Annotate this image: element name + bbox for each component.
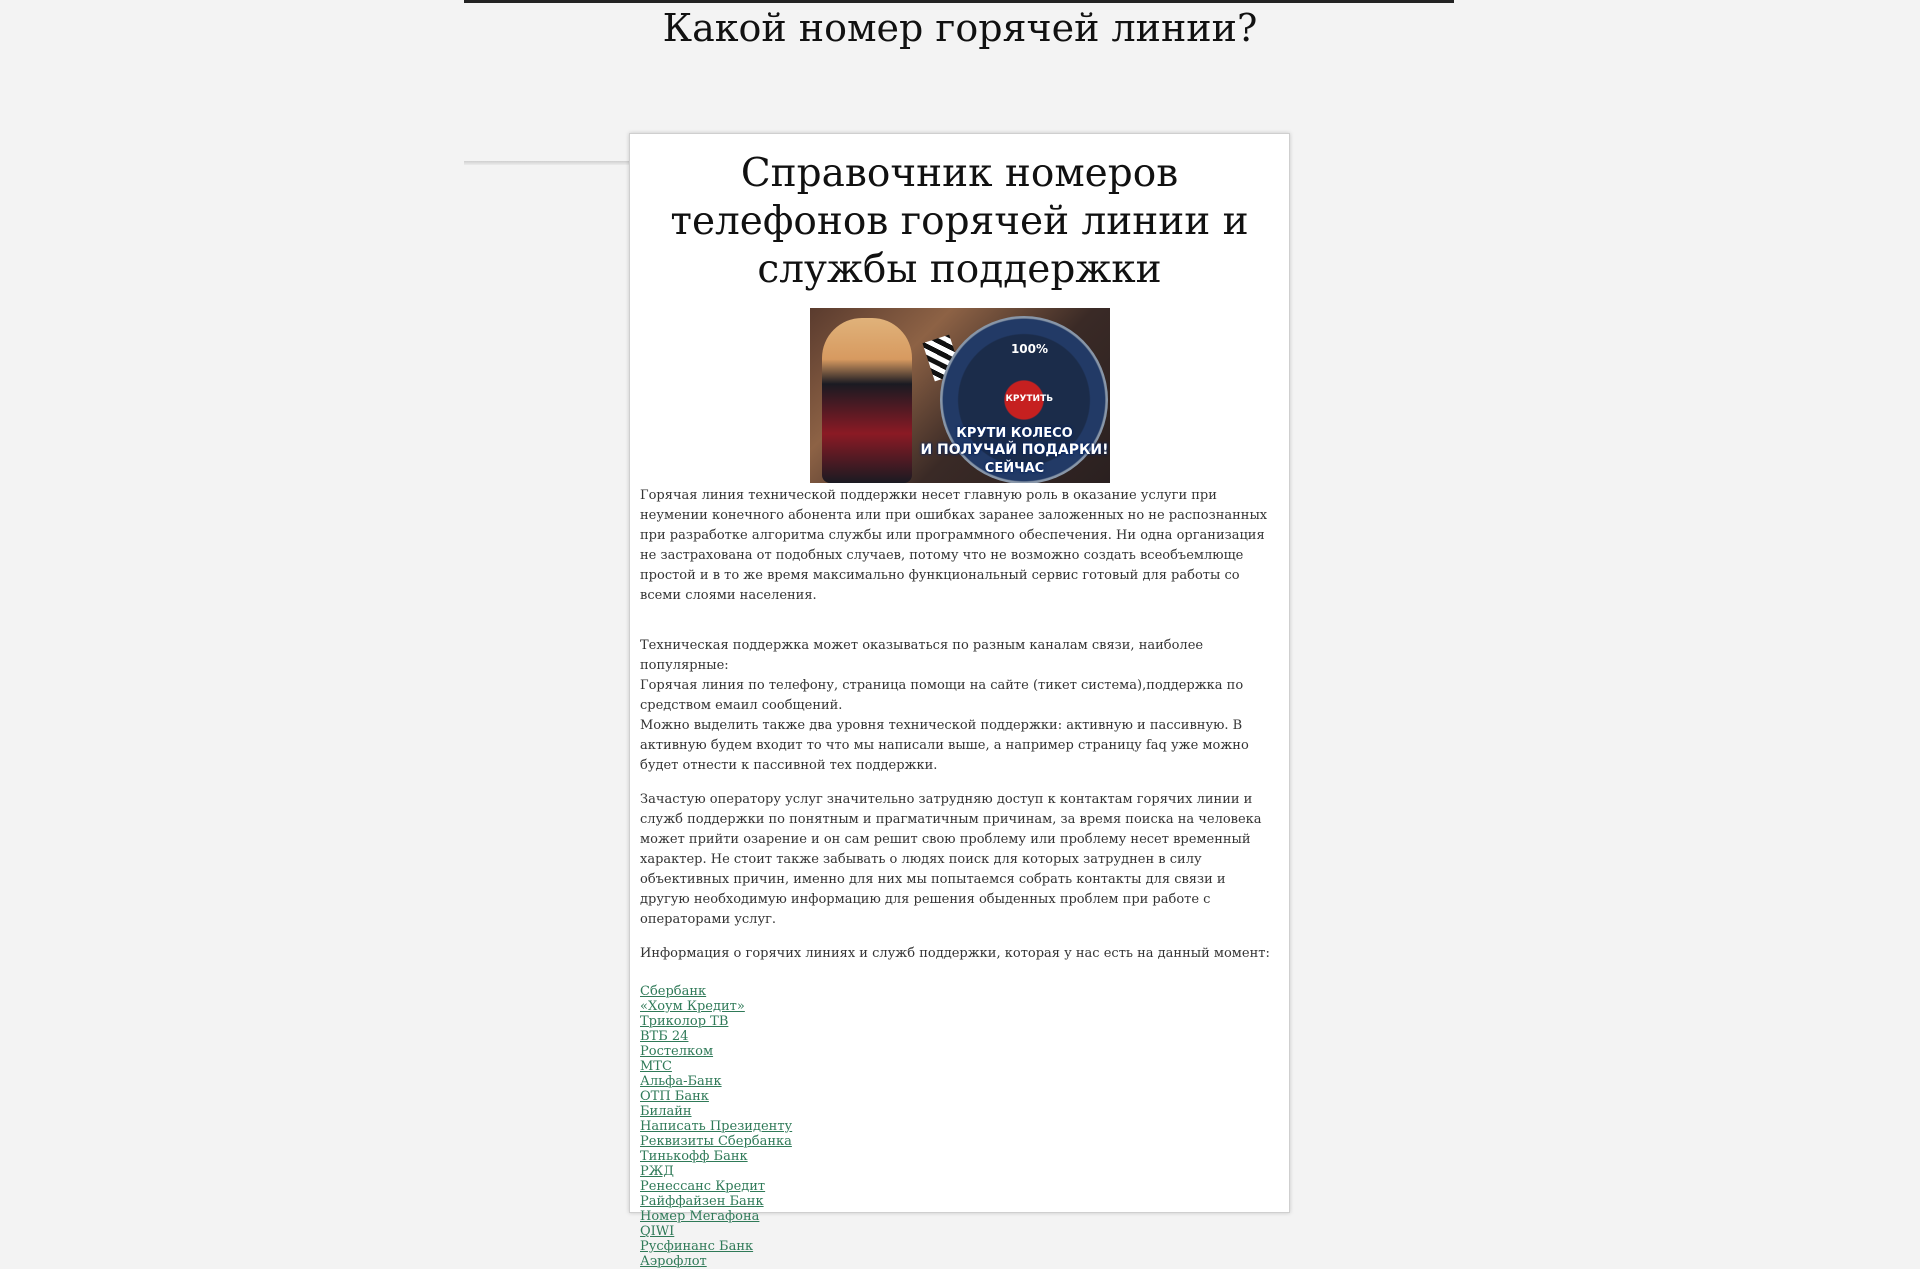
paragraph-channels-line2: Горячая линия по телефону, страница помощи на сайте (тикет система),поддержка по средством емаил сообщений.: [640, 678, 1244, 713]
article-card: [629, 133, 1290, 1269]
link-megafon[interactable]: Номер Мегафона: [640, 1209, 760, 1224]
link-mts[interactable]: МТС: [640, 1059, 672, 1074]
hotline-link-list: [640, 984, 1279, 1269]
link-sberbank-details[interactable]: Реквизиты Сбербанка: [640, 1134, 792, 1149]
link-rzd[interactable]: РЖД: [640, 1164, 674, 1179]
paragraph-channels-line1: Техническая поддержка может оказываться по разным каналам связи, наиболее популярные:: [640, 638, 1204, 673]
article-heading: Справочник номеров телефонов горячей линии и службы поддержки: [670, 151, 1249, 292]
link-otp-bank[interactable]: ОТП Банк: [640, 1089, 709, 1104]
paragraph-channels-line3: Можно выделить также два уровня технической поддержки: активную и пассивную. В активную будем входит то что мы написали выше, а например страницу faq уже можно будет отнести к пассивной тех поддержки.: [640, 718, 1249, 773]
paragraph-info: Информация о горячих линиях и служб поддержки, которая у нас есть на данный момент:: [640, 946, 1270, 961]
banner-percent: 100%: [1010, 342, 1049, 356]
casino-banner-ad[interactable]: [810, 308, 1110, 483]
banner-caption-3: СЕЙЧАС: [984, 461, 1045, 476]
link-raiffeisen[interactable]: Райффайзен Банк: [640, 1194, 764, 1209]
link-vtb24[interactable]: ВТБ 24: [640, 1029, 689, 1044]
link-tricolor-tv[interactable]: Триколор ТВ: [640, 1014, 729, 1029]
paragraph-intro: Горячая линия технической поддержки несет главную роль в оказание услуги при неумении конечного абонента или при ошибках заранее заложенных но не распознанных при разработке алгоритма службы или программного обеспечения. Ни одна организация не застрахована от подобных случаев, потому что не возможно создать всеобъемлюще простой и в то же время максимально функциональный сервис готовый для работы со всеми слоями населения.: [640, 488, 1268, 603]
paragraph-access: Зачастую оператору услуг значительно затрудняю доступ к контактам горячих линии и служб поддержки по понятным и прагматичным причинам, за время поиска на человека может прийти озарение и он сам решит свою проблему или проблему несет временный характер. Не стоит также забывать о людях поиск для которых затруднен в силу объективных причин, именно для них мы попытаемся собрать контакты для связи и другую необходимую информацию для решения обыденных проблем при работе с операторами услуг.: [640, 792, 1262, 927]
link-aeroflot[interactable]: Аэрофлот: [640, 1254, 707, 1269]
link-home-credit[interactable]: «Хоум Кредит»: [640, 999, 745, 1014]
banner-spin-label: КРУТИТЬ: [1005, 394, 1054, 404]
header-top-rule: [464, 0, 1454, 3]
article-body: [630, 486, 1289, 1269]
link-alfa-bank[interactable]: Альфа-Банк: [640, 1074, 722, 1089]
link-rostelecom[interactable]: Ростелком: [640, 1044, 714, 1059]
link-write-president[interactable]: Написать Президенту: [640, 1119, 793, 1134]
link-tinkoff[interactable]: Тинькофф Банк: [640, 1149, 748, 1164]
banner-caption-1: КРУТИ КОЛЕСО: [956, 426, 1073, 441]
site-title[interactable]: Какой номер горячей линии?: [662, 6, 1258, 50]
link-sberbank[interactable]: Сбербанк: [640, 984, 707, 999]
link-beeline[interactable]: Билайн: [640, 1104, 692, 1119]
paragraph-channels: [640, 636, 1279, 776]
sidebar-divider: [464, 161, 630, 165]
banner-model-figure: [822, 318, 912, 483]
link-renaissance[interactable]: Ренессанс Кредит: [640, 1179, 766, 1194]
link-qiwi[interactable]: QIWI: [640, 1224, 675, 1239]
banner-caption-2: И ПОЛУЧАЙ ПОДАРКИ!: [920, 442, 1109, 458]
link-rusfinance[interactable]: Русфинанс Банк: [640, 1239, 754, 1254]
